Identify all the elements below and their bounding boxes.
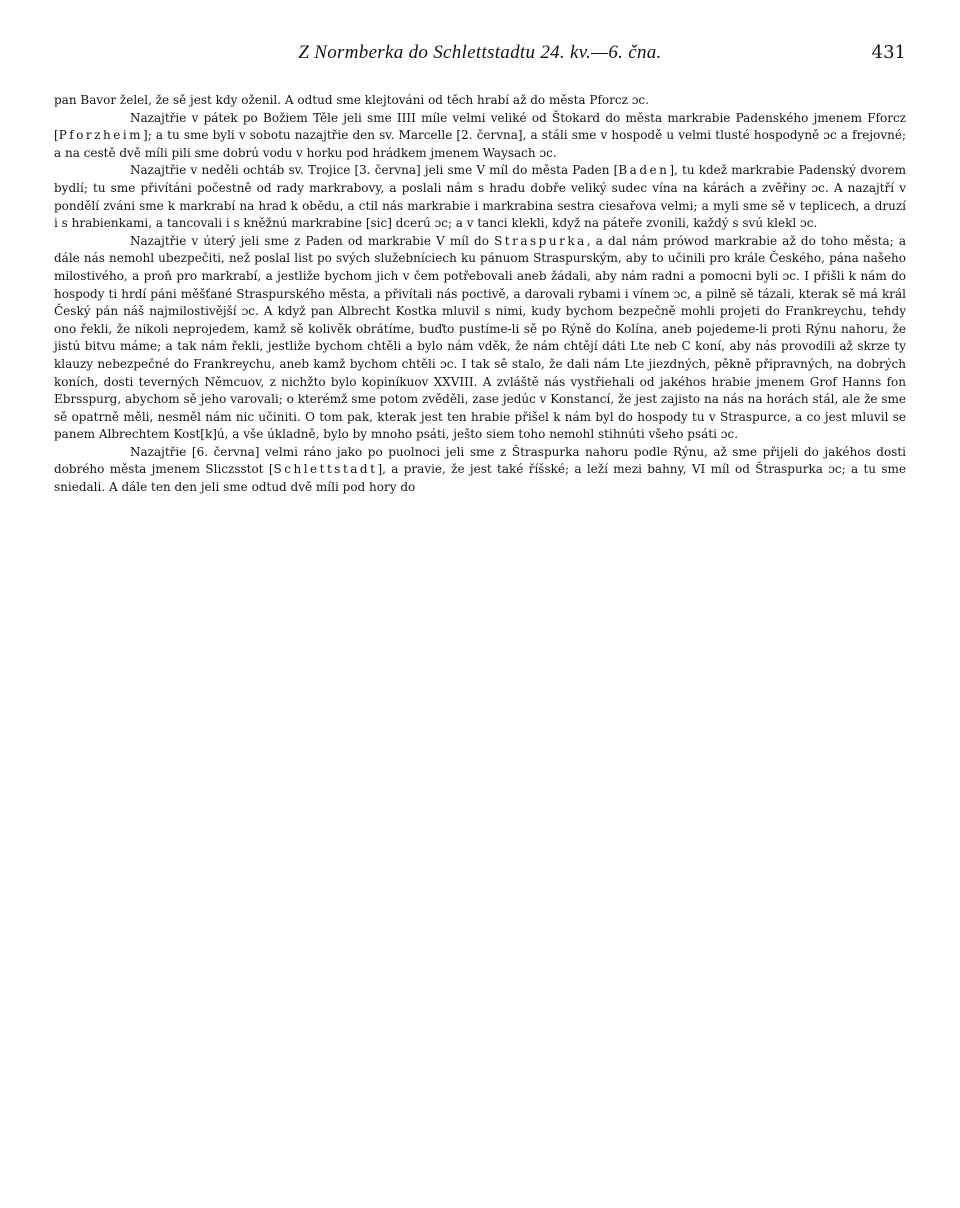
paragraph	[54, 92, 906, 110]
page-number: 431	[871, 42, 906, 63]
paragraph	[54, 233, 906, 444]
spaced-text-run: Schlettstadt	[273, 462, 378, 477]
text-run: Nazajtřie v pátek po Božiem Těle jeli sme IIII míle velmi veliké od Štokard do města markrabie Padenského jmenem Fforcz [	[54, 110, 906, 143]
text-run: ]; a tu sme byli v sobotu nazajtřie den sv. Marcelle [2. června], a stáli sme v hospodě u velmi tlusté hospodyně ɔc a frejovné; a na cestě dvě míli pili sme dobrú vodu v horku pod hrádkem jmenem Waysach ɔc.	[54, 128, 906, 160]
spaced-text-run: Baden	[618, 163, 670, 178]
spaced-text-run: Pforzheim	[58, 128, 144, 143]
running-head	[54, 42, 906, 72]
running-head-title: Z Normberka do Schlettstadtu 24. kv.—6. čna.	[298, 42, 662, 63]
paragraph	[54, 162, 906, 232]
text-run: ], a pravie, že jest také říšské; a leží mezi bahny, VI míl od Štraspurka ɔc; a tu sme sniedali. A dále ten den jeli sme odtud dvě míli pod hory do	[54, 462, 907, 495]
text-run: , a dal nám prówod markrabie až do toho města; a dále nás nemohl ubezpečiti, než poslal list po svých služebníciech ku pánuom Straspurským, aby to učinili pro krále Českého, pána našeho milostivého, a proň pro markrabí, a jestliže bychom jich v čem potřebovali aneb žádali, aby nám radni a pomocni byli ɔc. I přišli k nám do hospody ti hrdí páni měšťané Straspurského města, a přivítali nás poctivě, a darovali rybami i vínem ɔc, a pilně sě tázali, kterak sě má král Český pán náš najmilostivější ɔc. A když pan Albrecht Kostka mluvil s nimi, kudy bychom bezpečně mohli projeti do Frankreychu, tehdy ono řekli, že nikoli neprojedem, kamž sě kolivěk obrátíme, buďto pustíme-li sě po Rýně do Kolína, aneb pojedeme-li proti Rýnu nahoru, že jistú bitvu máme; a tak nám řekli, jestliže bychom chtěli a bylo nám vděk, že nám chtějí dáti Lte neb C koní, aby nás provodili až skrze ty klauzy nebezpečné do Frankreychu, aneb kamž bychom chtěli ɔc. I tak sě stalo, že dali nám Lte jiezdných, pěkně připravných, na dobrých koních, dosti teverných Němcuov, z nichžto bylo kopiníkuov XXVIII. A zvláště nás vystřiehali od jakéhos hrabie jmenem Grof Hanns fon Ebrsspurg, abychom sě jeho varovali; o kterémž sme potom zvěděli, zase jedúc v Konstancí, že jest zajisto na nás na horách stál, ale že sme sě opatrně měli, nesměl nám nic učiniti. O tom pak, kterak jest ten hrabie přišel k nám byl do hospody tu v Straspurce, a co jest mluvil se panem Albrechtem Kost[k]ú, a vše úkladně, bylo by mnoho psáti, ješto siem toho nemohl stihnúti všeho psáti ɔc.	[54, 233, 906, 442]
text-run: ], tu kdež markrabie Padenský dvorem bydlí; tu sme přivítáni počestně od rady markrabovy, a poslali nám s hradu dobře veliký sudec vína na kárách a zvěřiny ɔc. A nazajtří v pondělí zváni sme k markrabí na hrad k obědu, a ctil nás markrabie i markrabina sestra ciesařova velmi; a myli sme sě v teplicech, a druzí i s hrabienkami, a tancovali i s kněžnú markrabine [sic] dcerú ɔc; a v tanci klekli, když na páteře zvonili, každý s svú klekl ɔc.	[54, 163, 906, 231]
body-text	[54, 92, 906, 497]
text-run: pan Bavor želel, že sě jest kdy oženil. A odtud sme klejtováni od těch hrabí až do města Pforcz ɔc.	[54, 93, 649, 107]
text-run: Nazajtřie v neděli ochtáb sv. Trojice [3. června] jeli sme V míl do města Paden [	[130, 163, 619, 178]
paragraph	[54, 110, 906, 163]
text-run: Nazajtřie v úterý jeli sme z Paden od markrabie V míl do	[130, 233, 495, 248]
spaced-text-run: Straspurka	[494, 233, 587, 248]
text-run: Nazajtřie [6. června] velmi ráno jako po puolnoci jeli sme z Štraspurka nahoru podle Rýnu, až sme přijeli do jakéhos dosti dobrého města jmenem Sliczsstot [	[54, 444, 906, 477]
paragraph	[54, 444, 906, 497]
